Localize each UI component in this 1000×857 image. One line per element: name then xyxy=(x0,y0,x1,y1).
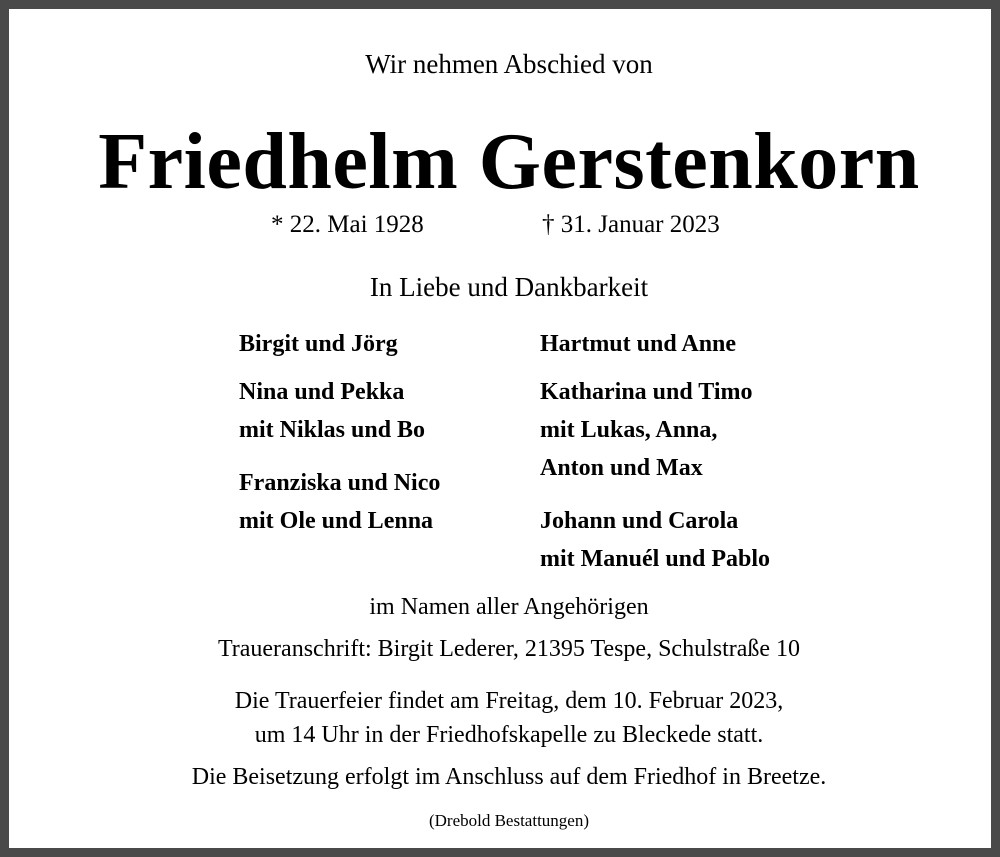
ceremony-line-2: um 14 Uhr in der Friedhofskapelle zu Bleckede statt. xyxy=(254,722,764,748)
family-left-3: mit Niklas und Bo xyxy=(239,417,426,443)
mourning-address: Traueranschrift: Birgit Lederer, 21395 Tespe, Schulstraße 10 xyxy=(217,636,801,662)
family-right-4: Anton und Max xyxy=(540,455,703,481)
undertaker-credit: (Drebold Bestattungen) xyxy=(428,811,590,830)
family-left-5: mit Ole und Lenna xyxy=(239,508,434,534)
family-right-5: Johann und Carola xyxy=(540,508,739,534)
family-left-2: Nina und Pekka xyxy=(239,379,405,405)
intro-line: Wir nehmen Abschied von xyxy=(365,49,653,79)
family-right-2: Katharina und Timo xyxy=(540,379,753,405)
ceremony-info xyxy=(9,684,1000,752)
family-right-3: mit Lukas, Anna, xyxy=(540,417,718,443)
deceased-name: Friedhelm Gerstenkorn xyxy=(98,118,920,206)
behalf-line: im Namen aller Angehörigen xyxy=(369,594,649,620)
ceremony-line-1: Die Trauerfeier findet am Freitag, dem 10. Februar 2023, xyxy=(234,688,784,714)
family-left-1: Birgit und Jörg xyxy=(239,331,398,357)
birth-date: * 22. Mai 1928 xyxy=(271,211,424,238)
family-right-6: mit Manuél und Pablo xyxy=(540,546,771,572)
burial-info: Die Beisetzung erfolgt im Anschluss auf dem Friedhof in Breetze. xyxy=(191,764,827,790)
thanks-line: In Liebe und Dankbarkeit xyxy=(369,272,649,302)
death-date: † 31. Januar 2023 xyxy=(542,211,720,238)
family-left-4: Franziska und Nico xyxy=(239,470,441,496)
family-right-1: Hartmut und Anne xyxy=(540,331,737,357)
